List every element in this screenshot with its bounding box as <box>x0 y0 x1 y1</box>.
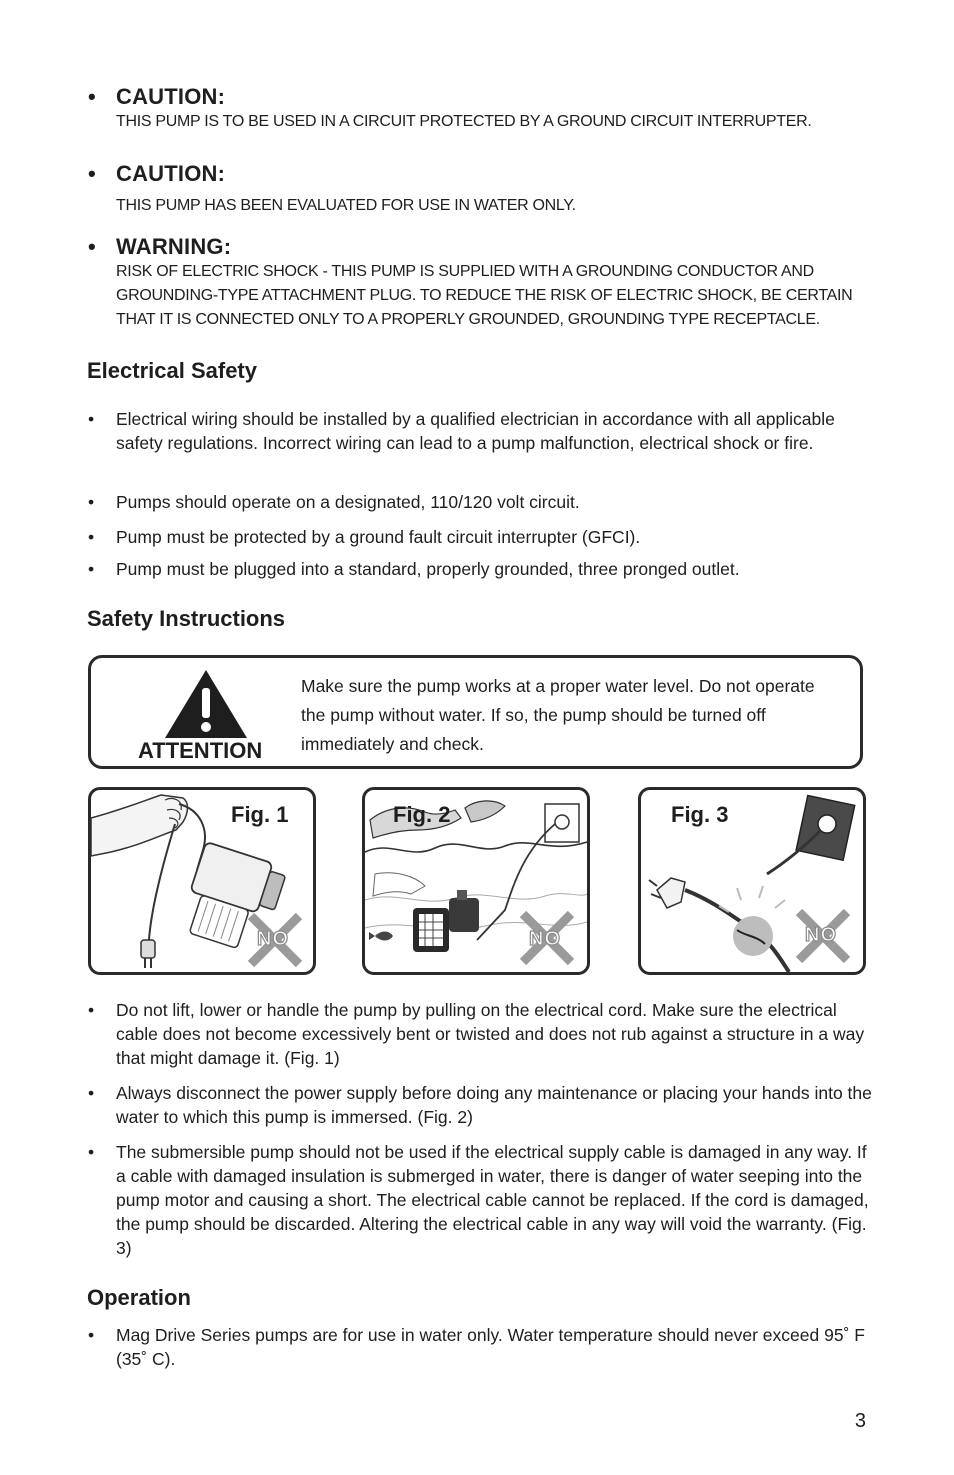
list-item-text: Pumps should operate on a designated, 110/120 volt circuit. <box>116 492 580 512</box>
page-number: 3 <box>854 1410 866 1432</box>
caution-text: THIS PUMP IS TO BE USED IN A CIRCUIT PROTECTED BY A GROUND CIRCUIT INTERRUPTER. <box>116 113 812 130</box>
caution-text: THIS PUMP HAS BEEN EVALUATED FOR USE IN WATER ONLY. <box>116 197 576 214</box>
bullet: • <box>88 492 95 512</box>
bullet: • <box>88 161 96 186</box>
warning-text-line-1: RISK OF ELECTRIC SHOCK - THIS PUMP IS SUPPLIED WITH A GROUNDING CONDUCTOR AND <box>116 263 814 280</box>
figure-label: Fig. 2 <box>393 802 451 827</box>
bullet: • <box>88 1325 95 1345</box>
bullet: • <box>88 1000 95 1020</box>
bullet: • <box>88 559 95 579</box>
attention-text: Make sure the pump works at a proper water level. Do not operate the pump without water. If so, the pump should be turned off immediately and check. <box>301 676 815 754</box>
no-mark: NO <box>529 928 561 950</box>
warning-text-line-2: GROUNDING-TYPE ATTACHMENT PLUG. TO REDUCE THE RISK OF ELECTRIC SHOCK, BE CERTAIN <box>116 287 853 304</box>
list-item <box>88 557 878 581</box>
no-mark: NO <box>257 928 289 950</box>
figure-label: Fig. 1 <box>231 802 289 827</box>
attention-label: ATTENTION <box>138 738 263 763</box>
operation-heading: Operation <box>87 1285 191 1310</box>
list-item-text: Always disconnect the power supply before doing any maintenance or placing your hands into the water to which this pump is immersed. (Fig. 2) <box>116 1083 872 1127</box>
bullet: • <box>88 409 95 429</box>
list-item-text: Do not lift, lower or handle the pump by pulling on the electrical cord. Make sure the electrical cable does not become excessively bent or twisted and does not rub against a structure in a way that might damage it. (Fig. 1) <box>116 1000 865 1068</box>
warning-text-line-3: THAT IT IS CONNECTED ONLY TO A PROPERLY GROUNDED, GROUNDING TYPE RECEPTACLE. <box>116 311 820 328</box>
bullet: • <box>88 84 96 109</box>
list-item-text: The submersible pump should not be used if the electrical supply cable is damaged in any way. If a cable with damaged insulation is submerged in water, there is danger of water seeping into the pump motor and causing a short. The electrical cable cannot be replaced. If the cord is damaged, the pump should be discarded. Altering the electrical cable in any way will void the warranty. (Fig. 3) <box>116 1142 869 1258</box>
bullet: • <box>88 527 95 547</box>
figure-2 <box>362 787 590 975</box>
list-item <box>88 525 878 549</box>
list-item <box>88 1140 878 1260</box>
caution-heading: CAUTION: <box>116 161 226 186</box>
warning-triangle-icon <box>163 668 249 740</box>
bullet: • <box>88 234 96 259</box>
no-mark: NO <box>805 924 837 946</box>
list-item-text: Pump must be protected by a ground fault circuit interrupter (GFCI). <box>116 527 641 547</box>
bullet: • <box>88 1083 95 1103</box>
attention-box <box>88 655 863 769</box>
list-item-text: Electrical wiring should be installed by a qualified electrician in accordance with all applicable safety regulations. Incorrect wiring can lead to a pump malfunction, electrical shock or fire. <box>116 409 835 453</box>
caution-item-2 <box>88 161 918 221</box>
list-item <box>88 998 878 1070</box>
list-item-text: Pump must be plugged into a standard, properly grounded, three pronged outlet. <box>116 559 740 579</box>
caution-heading: CAUTION: <box>116 84 226 109</box>
list-item-text: Mag Drive Series pumps are for use in water only. Water temperature should never exceed 95˚ F (35˚ C). <box>116 1325 865 1369</box>
bullet: • <box>88 1142 95 1162</box>
safety-instructions-heading: Safety Instructions <box>87 606 286 631</box>
figure-3 <box>638 787 866 975</box>
list-item <box>88 490 878 514</box>
caution-item-1 <box>88 84 918 144</box>
warning-item <box>88 234 918 334</box>
list-item <box>88 407 878 479</box>
figure-label: Fig. 3 <box>671 802 729 827</box>
electrical-safety-heading: Electrical Safety <box>87 358 257 383</box>
list-item <box>88 1323 878 1371</box>
warning-heading: WARNING: <box>116 234 232 259</box>
figure-1 <box>88 787 316 975</box>
list-item <box>88 1081 878 1129</box>
